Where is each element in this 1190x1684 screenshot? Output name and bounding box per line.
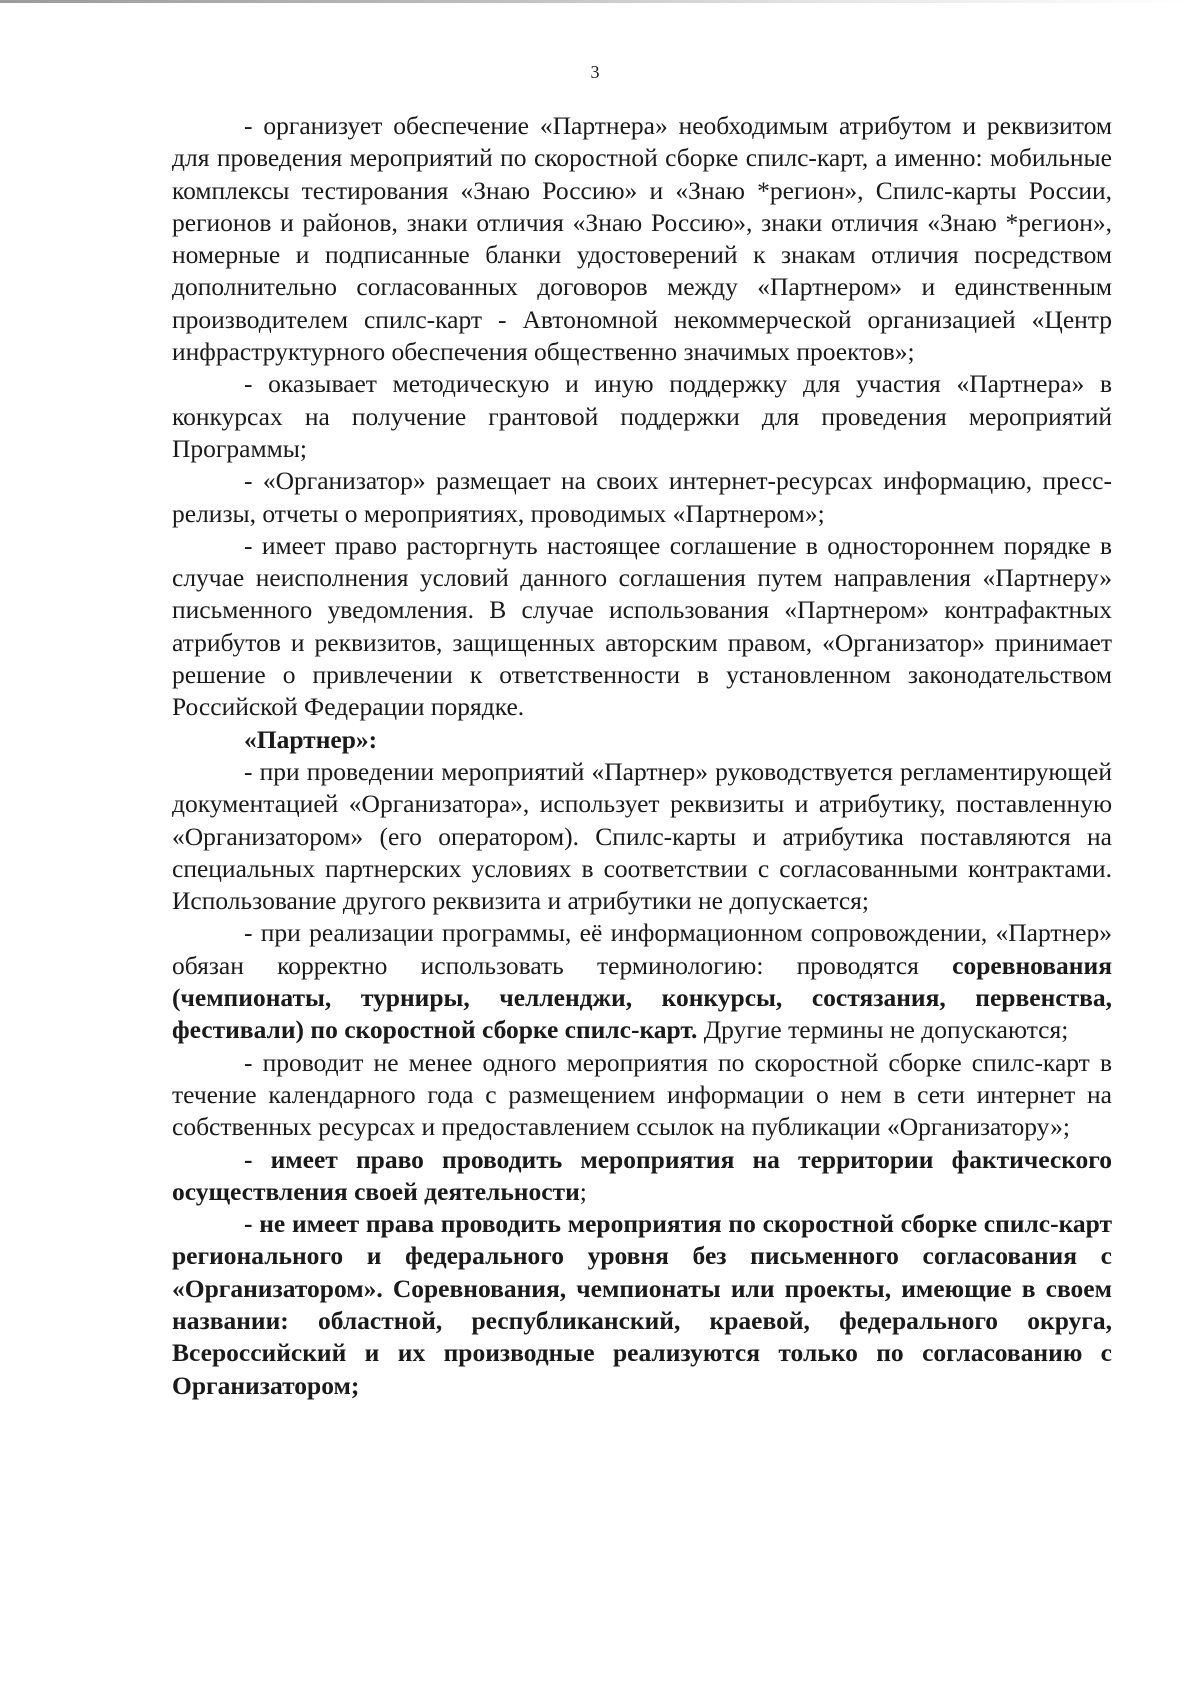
organizer-duty-publish-info: - «Организатор» размещает на своих интернет-ресурсах информацию, пресс-релизы, отчеты о мероприятиях, проводимых «Партнером»; bbox=[172, 466, 1112, 528]
terminology-outro: Другие термины не допускаются; bbox=[697, 1015, 1069, 1045]
document-body bbox=[172, 110, 1112, 1402]
partner-duty-use-attributes: - при проведении мероприятий «Партнер» руководствуется регламентирующей документацией «Организатора», использует реквизиты и атрибутику, поставленную «Организатором» (его оператором). Спилс-карты и атрибутика поставляются на специальных партнерских условиях в соответствии с согласованными контрактами. Использование другого реквизита и атрибутики не допускается; bbox=[172, 756, 1112, 916]
organizer-duty-supply: - организует обеспечение «Партнера» необходимым атрибутом и реквизитом для проведения мероприятий по скоростной сборке спилс-карт, а именно: мобильные комплексы тестирования «Знаю Россию» и «Знаю *регион», Спилс-карты России, регионов и районов, знаки отличия «Знаю Россию», знаки отличия «Знаю *регион», номерные и подписанные бланки удостоверений к знакам отличия посредством дополнительно согласованных договоров между «Партнером» и единственным производителем спилс-карт - Автономной некоммерческой организацией «Центр инфраструктурного обеспечения общественно значимых проектов»; bbox=[172, 111, 1112, 367]
terminology-bold-terms: соревнования (чемпионаты, турниры, челленджи, конкурсы, состязания, первенства, фестивали) по скоростной сборке спилс-карт. bbox=[172, 950, 1112, 1045]
partner-duty-annual-event: - проводит не менее одного мероприятия по скоростной сборке спилс-карт в течение календарного года с размещением информации о нем в сети интернет на собственных ресурсах и предоставлением ссылок на публикации «Организатору»; bbox=[172, 1047, 1112, 1142]
territory-outro: ; bbox=[579, 1176, 587, 1206]
scan-edge bbox=[0, 0, 1190, 3]
page-number: 3 bbox=[590, 62, 600, 82]
organizer-duty-grant-support: - оказывает методическую и иную поддержку для участия «Партнера» в конкурсах на получение грантовой поддержки для проведения мероприятий Программы; bbox=[172, 369, 1112, 463]
partner-heading: «Партнер»: bbox=[244, 724, 378, 754]
organizer-right-terminate: - имеет право расторгнуть настоящее соглашение в одностороннем порядке в случае неисполнения условий данного соглашения путем направления «Партнеру» письменного уведомления. В случае использования «Партнером» контрафактных атрибутов и реквизитов, защищенных авторским правом, «Организатор» принимает решение о привлечении к ответственности в установленном законодательством Российской Федерации порядке. bbox=[172, 530, 1112, 722]
partner-restriction-levels: - не имеет права проводить мероприятия по скоростной сборке спилс-карт регионального и федерального уровня без письменного согласования с «Организатором». Соревнования, чемпионаты или проекты, имеющие в своем названии: областной, республиканский, краевой, федерального округа, Всероссийский и их производные реализуются только по согласованию с Организатором; bbox=[172, 1209, 1112, 1400]
partner-duty-terminology bbox=[172, 917, 1112, 1046]
territory-bold-text: - имеет право проводить мероприятия на территории фактического осуществления своей деятельности bbox=[172, 1144, 1112, 1206]
partner-right-territory bbox=[172, 1144, 1112, 1209]
terminology-intro: - при реализации программы, её информационном сопровождении, «Партнер» обязан корректно использовать терминологию: проводятся bbox=[172, 918, 1112, 980]
